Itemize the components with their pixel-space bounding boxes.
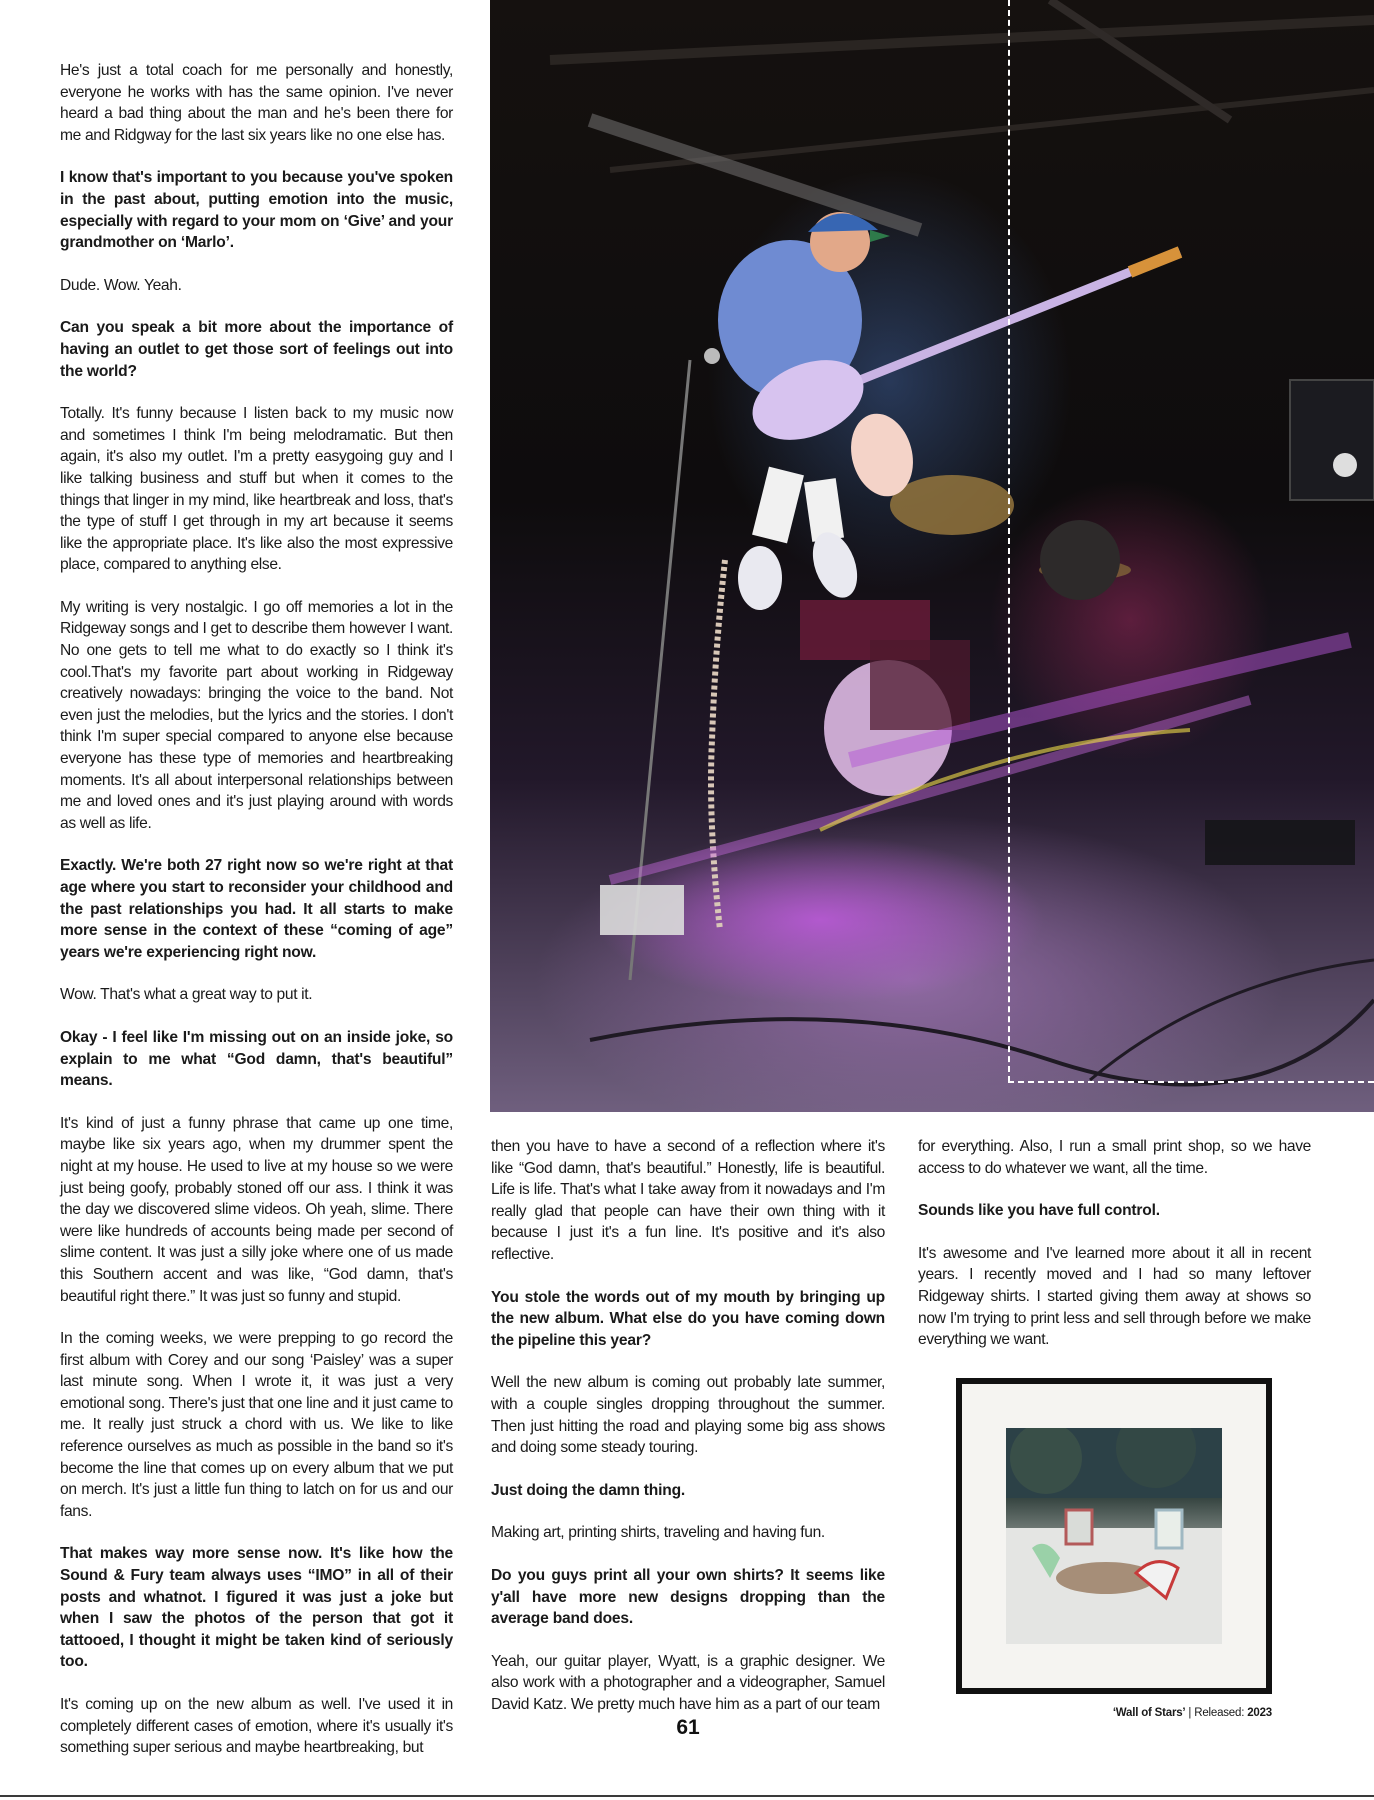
- bottom-rule: [0, 1795, 1374, 1797]
- photo-dashed-border-horizontal: [1008, 1081, 1374, 1083]
- album-release-year: 2023: [1247, 1707, 1272, 1719]
- interview-question: I know that's important to you because you've spoken in the past about, putting emotion into the music, especially with regard to your mom on ‘Give’ and your grandmother on ‘Marlo’.: [60, 169, 453, 252]
- concert-photo: [490, 0, 1374, 1112]
- interview-question: Do you guys print all your own shirts? It seems like y'all have more new designs dropping than the average band does.: [491, 1566, 885, 1628]
- interview-answer: Wow. That's what a great way to put it.: [60, 986, 313, 1004]
- interview-answer: Yeah, our guitar player, Wyatt, is a graphic designer. We also work with a photographer and a videographer, Samuel David Katz. We pretty much have him as a part of our team: [491, 1652, 885, 1713]
- article-column-1: [60, 60, 453, 1780]
- interview-answer: Making art, printing shirts, traveling and having fun.: [491, 1524, 825, 1542]
- interview-question: You stole the words out of my mouth by bringing up the new album. What else do you have coming down the pipeline this year?: [491, 1288, 885, 1349]
- interview-answer: Totally. It's funny because I listen back to my music now and sometimes I think I'm being melodramatic. But then again, it's also my outlet. I'm a pretty easygoing guy and I like talking business and stuff but when it comes to the things that linger in my mind, like heartbreak and loss, that's the type of stuff I get through in my art because it seems like the appropriate place. It's like also the most expressive place, compared to anything else.: [60, 405, 453, 574]
- interview-question: Just doing the damn thing.: [491, 1481, 686, 1499]
- interview-answer: It's kind of just a funny phrase that came up one time, maybe like six years ago, when my drummer spent the night at my house. He used to live at my house so we were just being goofy, probably stoned off our ass. I think it was the day we discovered slime videos. Oh yeah, slime. There were like hundreds of accounts being made per second of slime content. It was just a silly joke where one of us made this Southern accent and was like, “God damn, that's beautiful right there.” It was just so funny and stupid.: [60, 1114, 453, 1305]
- interview-question: That makes way more sense now. It's like how the Sound & Fury team always uses “IMO” in all of their posts and whatnot. I figured it was just a joke but when I saw the photos of the person that got it tattooed, I thought it might be taken kind of seriously too.: [60, 1545, 453, 1671]
- album-release-label: | Released:: [1185, 1707, 1248, 1719]
- interview-answer: In the coming weeks, we were prepping to go record the first album with Corey and our song ‘Paisley’ was a super last minute song. When I wrote it, it was just a very emotional song. There's just that one line and it just came to me. It really just struck a chord with us. We like to like reference ourselves as much as possible in the band so it's become the line that comes up on every album that we put on merch. It's just a little fun thing to latch on for us and our fans.: [60, 1330, 453, 1520]
- interview-question: Exactly. We're both 27 right now so we're right at that age where you start to reconsider your childhood and the past relationships you had. It all starts to make more sense in the context of these “coming of age” years we're experiencing right now.: [60, 857, 453, 961]
- article-column-2: [491, 1136, 885, 1736]
- album-cover-image: [1006, 1428, 1222, 1644]
- album-cover-frame: [956, 1378, 1272, 1694]
- interview-answer: Dude. Wow. Yeah.: [60, 276, 182, 294]
- interview-answer: for everything. Also, I run a small print shop, so we have access to do whatever we want, all the time.: [918, 1138, 1311, 1177]
- interview-answer: then you have to have a second of a reflection where it's like “God damn, that's beautiful.” Honestly, life is beautiful. Life is life. That's what I take away from it nowadays and I'm really glad that people can have their own thing with it because I just it's a fun line. It's positive and it's also reflective.: [491, 1138, 885, 1263]
- interview-answer: It's coming up on the new album as well. I've used it in completely different cases of emotion, where it's usually it's something super serious and maybe heartbreaking, but: [60, 1696, 453, 1757]
- interview-answer: He's just a total coach for me personally and honestly, everyone he works with has the same opinion. I've never heard a bad thing about the man and he's been there for me and Ridgway for the last six years like no one else has.: [60, 62, 453, 144]
- album-caption: [956, 1707, 1272, 1719]
- interview-question: Can you speak a bit more about the importance of having an outlet to get those sort of feelings out into the world?: [60, 319, 453, 380]
- interview-answer: Well the new album is coming out probably late summer, with a couple singles dropping throughout the summer. Then just hitting the road and playing some big ass shows and doing some steady touring.: [491, 1374, 885, 1457]
- album-title: ‘Wall of Stars’: [1112, 1707, 1186, 1719]
- concert-photo-illustration: [490, 0, 1374, 1112]
- album-cover-illustration: [1006, 1428, 1222, 1644]
- article-column-3: [918, 1136, 1311, 1372]
- interview-question: Okay - I feel like I'm missing out on an inside joke, so explain to me what “God damn, that's beautiful” means.: [60, 1028, 453, 1090]
- interview-question: Sounds like you have full control.: [918, 1202, 1160, 1220]
- photo-dashed-border-vertical: [1008, 0, 1010, 1082]
- interview-answer: My writing is very nostalgic. I go off memories a lot in the Ridgeway songs and I get to describe them however I want. No one gets to tell me what to do exactly so I think it's cool.That's my favorite part about working in Ridgeway creatively nowadays: bringing the voice to the band. Not even just the melodies, but the lyrics and the stories. I don't think I'm super special compared to anyone else because everyone has these type of memories and heartbreaking moments. It's all about interpersonal relationships between me and loved ones and it's just playing around with words as well as life.: [60, 598, 453, 832]
- page-number: 61: [676, 1716, 700, 1739]
- interview-answer: It's awesome and I've learned more about it all in recent years. I recently moved and I had so many leftover Ridgeway shirts. I started giving them away at shows so now I'm trying to print less and sell through before we make everything we want.: [918, 1244, 1311, 1349]
